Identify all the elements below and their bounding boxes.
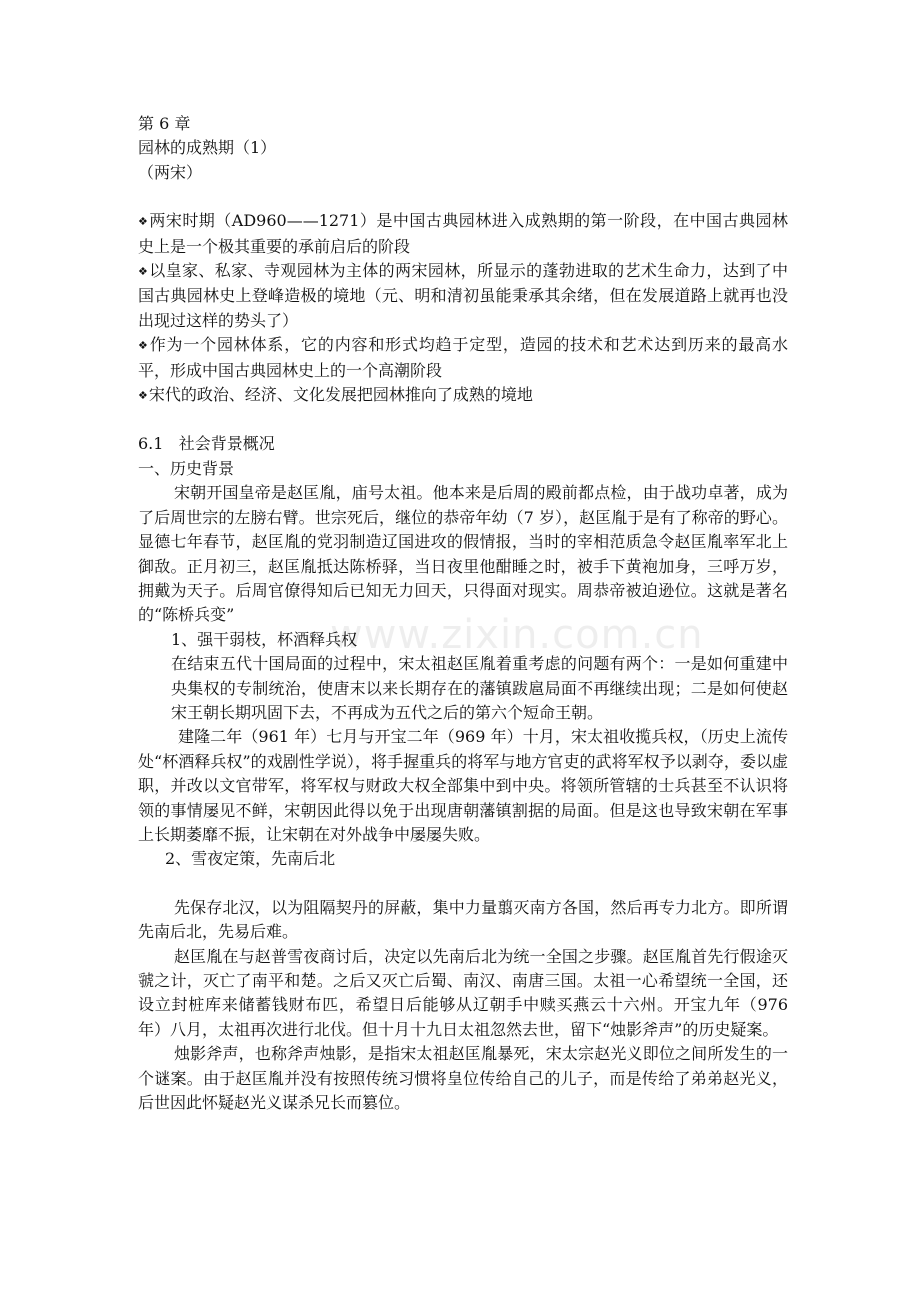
paragraph: 先保存北汉，以为阻隔契丹的屏蔽，集中力量翦灭南方各国，然后再专力北方。即所谓先南后北，先易后难。 xyxy=(138,897,788,942)
paragraph: 在结束五代十国局面的过程中，宋太祖赵匡胤着重考虑的问题有两个：一是如何重建中央集权的专制统治，使唐末以来长期存在的藩镇跋扈局面不再继续出现；二是如何使赵宋王朝长期巩固下去，不再成为五代之后的第六个短命王朝。 xyxy=(171,654,788,722)
bullet-text: 两宋时期（AD960——1271）是中国古典园林进入成熟期的第一阶段，在中国古典园林史上是一个极其重要的承前启后的阶段 xyxy=(138,211,788,256)
paragraph: 建隆二年（961 年）七月与开宝二年（969 年）十月，宋太祖收揽兵权，（历史上流传处“杯酒释兵权”的戏剧性学说），将手握重兵的将军与地方官吏的武将军权予以剥夺，委以虚职，并改以文官带军，将军权与财政大权全部集中到中央。将领所管辖的士兵甚至不认识将领的事情屡见不鲜，宋朝因此得以免于出现唐朝藩镇割据的局面。但是这也导致宋朝在军事上长期萎靡不振，让宋朝在对外战争中屡屡失败。 xyxy=(138,727,788,844)
diamond-bullet-icon: ❖ xyxy=(138,265,148,279)
bullet-item xyxy=(138,259,788,333)
chapter-title: 园林的成熟期（1） xyxy=(138,138,277,158)
diamond-bullet-icon: ❖ xyxy=(138,389,148,403)
watermark: www.zixin.com.cn xyxy=(330,612,704,658)
bullet-text: 宋代的政治、经济、文化发展把园林推向了成熟的境地 xyxy=(148,385,533,405)
subheading: 2、雪夜定策，先南后北 xyxy=(165,849,336,869)
bullet-item xyxy=(138,209,788,259)
document-page xyxy=(138,112,788,1115)
paragraph: 赵匡胤在与赵普雪夜商讨后，决定以先南后北为统一全国之步骤。赵匡胤首先行假途灭虢之计，灭亡了南平和楚。之后又灭亡后蜀、南汉、南唐三国。太祖一心希望统一全国，还设立封桩库来储蓄钱财布匹，希望日后能够从辽朝手中赎买燕云十六州。开宝九年（976 年）八月，太祖再次进行北伐。但十月十九日太祖忽然去世，留下“烛影斧声”的历史疑案。 xyxy=(138,946,788,1039)
bullet-item xyxy=(138,333,788,383)
subheading: 1、强干弱枝，杯酒释兵权 xyxy=(171,629,358,649)
diamond-bullet-icon: ❖ xyxy=(138,215,148,229)
section-heading xyxy=(138,432,788,456)
diamond-bullet-icon: ❖ xyxy=(138,339,148,353)
section-number: 6.1 xyxy=(138,434,164,454)
paragraph: 烛影斧声，也称斧声烛影，是指宋太祖赵匡胤暴死，宋太宗赵光义即位之间所发生的一个谜案。由于赵匡胤并没有按照传统习惯将皇位传给自己的儿子，而是传给了弟弟赵光义，后世因此怀疑赵光义谋杀兄长而篡位。 xyxy=(138,1044,788,1113)
section-title: 社会背景概况 xyxy=(178,434,275,454)
bullet-text: 以皇家、私家、寺观园林为主体的两宋园林，所显示的蓬勃进取的艺术生命力，达到了中国古典园林史上登峰造极的境地（元、明和清初虽能秉承其余绪，但在发展道路上就再也没出现过这样的势头了） xyxy=(138,261,788,330)
chapter-label: 第 6 章 xyxy=(138,114,191,133)
spacer xyxy=(138,408,788,432)
bullet-text: 作为一个园林体系，它的内容和形式均趋于定型，造园的技术和艺术达到历来的最高水平，形成中国古典园林史上的一个高潮阶段 xyxy=(138,335,788,380)
bullet-item xyxy=(138,383,788,408)
spacer xyxy=(138,185,788,209)
paragraph: 宋朝开国皇帝是赵匡胤，庙号太祖。他本来是后周的殿前都点检，由于战功卓著，成为了后周世宗的左膀右臂。世宗死后，继位的恭帝年幼（7 岁），赵匡胤于是有了称帝的野心。显德七年春节，赵匡胤的党羽制造辽国进攻的假情报，当时的宰相范质急令赵匡胤率军北上御敌。正月初三，赵匡胤抵达陈桥驿，当日夜里他酣睡之时，被手下黄袍加身，三呼万岁，拥戴为天子。后周官僚得知后已知无力回天，只得面对现实。周恭帝被迫逊位。这就是著名的“陈桥兵变” xyxy=(138,483,788,625)
spacer xyxy=(138,872,788,896)
subsection-heading: 一、历史背景 xyxy=(138,458,235,478)
chapter-subtitle: （两宋） xyxy=(138,162,203,182)
